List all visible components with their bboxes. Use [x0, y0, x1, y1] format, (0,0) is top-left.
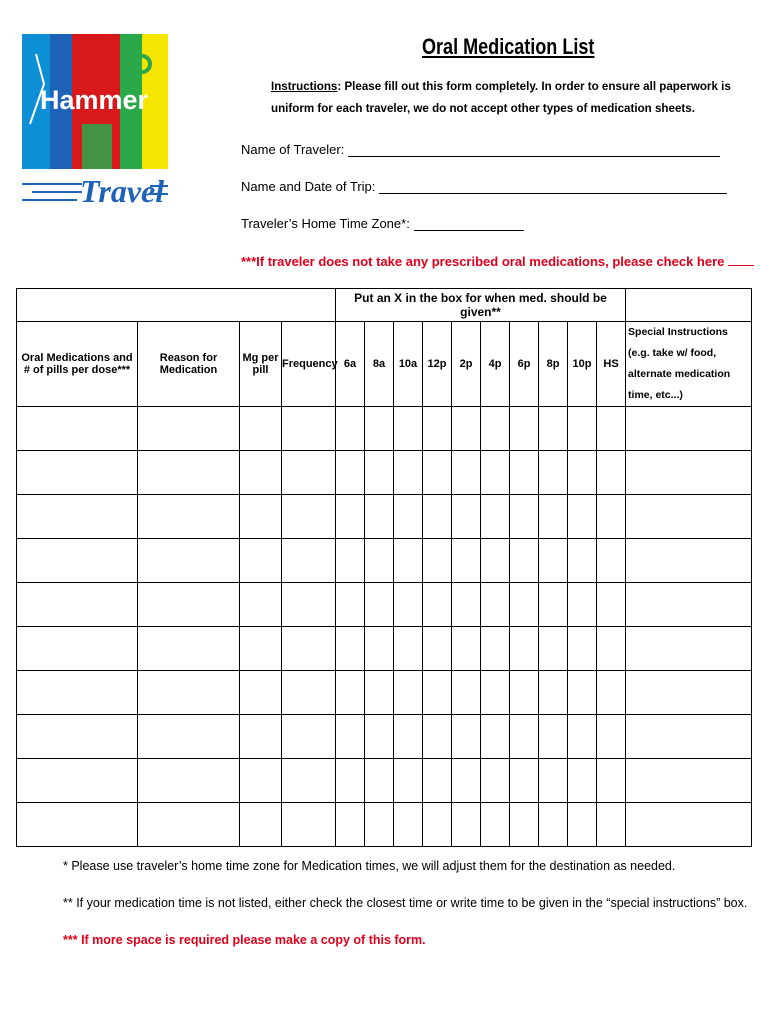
table-cell[interactable] [240, 451, 282, 495]
blank-top-cell [17, 289, 336, 322]
table-cell[interactable] [365, 803, 394, 847]
table-cell[interactable] [138, 759, 240, 803]
table-cell[interactable] [336, 583, 365, 627]
table-cell[interactable] [365, 495, 394, 539]
table-cell[interactable] [365, 451, 394, 495]
table-cell[interactable] [568, 671, 597, 715]
table-cell[interactable] [365, 627, 394, 671]
table-cell[interactable] [394, 539, 423, 583]
table-cell[interactable] [539, 671, 568, 715]
table-cell[interactable] [282, 451, 336, 495]
table-cell[interactable] [138, 583, 240, 627]
table-cell[interactable] [423, 803, 452, 847]
table-cell[interactable] [17, 407, 138, 451]
no-medications-blank[interactable] [728, 253, 754, 266]
no-medications-check[interactable] [241, 253, 754, 269]
table-cell[interactable] [17, 495, 138, 539]
table-cell[interactable] [138, 539, 240, 583]
table-cell[interactable] [282, 583, 336, 627]
table-row [17, 759, 752, 803]
table-cell[interactable] [282, 759, 336, 803]
table-cell[interactable] [423, 759, 452, 803]
table-cell[interactable] [282, 671, 336, 715]
table-cell[interactable] [510, 539, 539, 583]
table-cell[interactable] [336, 495, 365, 539]
table-cell[interactable] [336, 715, 365, 759]
table-cell[interactable] [481, 715, 510, 759]
trip-name-date-line[interactable] [379, 181, 727, 194]
table-cell[interactable] [626, 539, 752, 583]
table-cell[interactable] [282, 627, 336, 671]
table-cell[interactable] [539, 583, 568, 627]
table-cell[interactable] [138, 451, 240, 495]
table-cell[interactable] [138, 627, 240, 671]
col-mg: Mg per pill [240, 322, 282, 407]
table-cell[interactable] [394, 671, 423, 715]
table-cell[interactable] [539, 627, 568, 671]
table-cell[interactable] [597, 583, 626, 627]
table-cell[interactable] [17, 583, 138, 627]
table-cell[interactable] [138, 715, 240, 759]
table-cell[interactable] [365, 407, 394, 451]
table-cell[interactable] [481, 803, 510, 847]
col-reason: Reason for Medication [138, 322, 240, 407]
table-cell[interactable] [282, 495, 336, 539]
table-cell[interactable] [240, 627, 282, 671]
note-more-space: *** If more space is required please make a copy of this form. [63, 933, 426, 947]
col-time-8a: 8a [365, 322, 394, 407]
table-cell[interactable] [394, 715, 423, 759]
note-timezone: * Please use traveler’s home time zone for Medication times, we will adjust them for the destination as needed. [63, 859, 676, 873]
table-cell[interactable] [597, 495, 626, 539]
table-cell[interactable] [510, 803, 539, 847]
col-time-12p: 12p [423, 322, 452, 407]
table-cell[interactable] [510, 407, 539, 451]
table-cell[interactable] [423, 715, 452, 759]
hammer-travel-logo [22, 34, 168, 206]
table-cell[interactable] [282, 715, 336, 759]
table-cell[interactable] [423, 451, 452, 495]
table-cell[interactable] [568, 583, 597, 627]
home-timezone-field[interactable] [241, 216, 524, 231]
table-cell[interactable] [597, 803, 626, 847]
table-cell[interactable] [539, 539, 568, 583]
table-cell[interactable] [626, 495, 752, 539]
logo-top-text: Hammer [40, 85, 149, 115]
table-cell[interactable] [539, 495, 568, 539]
table-cell[interactable] [240, 539, 282, 583]
table-cell[interactable] [568, 715, 597, 759]
table-cell[interactable] [510, 451, 539, 495]
table-cell[interactable] [17, 451, 138, 495]
table-cell[interactable] [510, 671, 539, 715]
table-cell[interactable] [597, 539, 626, 583]
table-cell[interactable] [138, 407, 240, 451]
table-cell[interactable] [452, 715, 481, 759]
home-timezone-line[interactable] [414, 218, 524, 231]
no-medications-text: ***If traveler does not take any prescribed oral medications, please check here [241, 254, 725, 269]
traveler-name-label: Name of Traveler: [241, 142, 345, 157]
table-cell[interactable] [138, 803, 240, 847]
table-cell[interactable] [568, 759, 597, 803]
table-cell[interactable] [510, 759, 539, 803]
col-special-instructions: Special Instructions (e.g. take w/ food, alternate medication time, etc...) [626, 322, 752, 407]
table-cell[interactable] [423, 627, 452, 671]
table-cell[interactable] [539, 407, 568, 451]
page-title: Oral Medication List [422, 34, 595, 59]
table-cell[interactable] [510, 495, 539, 539]
traveler-name-field[interactable] [241, 142, 720, 157]
table-cell[interactable] [597, 627, 626, 671]
table-cell[interactable] [240, 583, 282, 627]
table-cell[interactable] [452, 539, 481, 583]
col-time-10a: 10a [394, 322, 423, 407]
table-cell[interactable] [240, 671, 282, 715]
table-cell[interactable] [568, 539, 597, 583]
traveler-name-line[interactable] [348, 144, 720, 157]
table-cell[interactable] [394, 451, 423, 495]
table-row [17, 583, 752, 627]
table-cell[interactable] [240, 715, 282, 759]
table-cell[interactable] [452, 407, 481, 451]
table-cell[interactable] [423, 671, 452, 715]
table-row [17, 803, 752, 847]
col-medications: Oral Medications and # of pills per dose*** [17, 322, 138, 407]
table-cell[interactable] [481, 407, 510, 451]
table-cell[interactable] [626, 407, 752, 451]
table-cell[interactable] [240, 495, 282, 539]
table-cell[interactable] [510, 715, 539, 759]
table-cell[interactable] [336, 627, 365, 671]
table-cell[interactable] [452, 671, 481, 715]
table-cell[interactable] [365, 759, 394, 803]
col-time-6p: 6p [510, 322, 539, 407]
table-cell[interactable] [481, 671, 510, 715]
table-cell[interactable] [17, 671, 138, 715]
table-row [17, 627, 752, 671]
table-cell[interactable] [626, 583, 752, 627]
medication-rows [17, 407, 752, 847]
medication-table [16, 288, 752, 847]
table-cell[interactable] [481, 627, 510, 671]
table-row [17, 495, 752, 539]
table-cell[interactable] [336, 451, 365, 495]
table-cell[interactable] [336, 539, 365, 583]
note-time-not-listed: ** If your medication time is not listed, either check the closest time or write time to be given in the “special instructions” box. [63, 896, 748, 910]
table-cell[interactable] [452, 803, 481, 847]
col-time-8p: 8p [539, 322, 568, 407]
instructions [271, 76, 751, 120]
table-cell[interactable] [626, 803, 752, 847]
table-cell[interactable] [539, 803, 568, 847]
table-cell[interactable] [481, 759, 510, 803]
table-cell[interactable] [568, 627, 597, 671]
table-cell[interactable] [423, 583, 452, 627]
table-cell[interactable] [539, 759, 568, 803]
trip-name-date-field[interactable] [241, 179, 727, 194]
table-cell[interactable] [138, 495, 240, 539]
table-cell[interactable] [17, 759, 138, 803]
table-row [17, 451, 752, 495]
table-cell[interactable] [626, 715, 752, 759]
table-cell[interactable] [597, 451, 626, 495]
table-cell[interactable] [626, 627, 752, 671]
table-cell[interactable] [481, 451, 510, 495]
table-cell[interactable] [626, 671, 752, 715]
table-cell[interactable] [282, 407, 336, 451]
table-cell[interactable] [452, 495, 481, 539]
blank-top-right-cell [626, 289, 752, 322]
trip-name-date-label: Name and Date of Trip: [241, 179, 376, 194]
table-cell[interactable] [568, 495, 597, 539]
table-cell[interactable] [365, 539, 394, 583]
col-time-10p: 10p [568, 322, 597, 407]
home-timezone-label: Traveler’s Home Time Zone*: [241, 216, 410, 231]
table-cell[interactable] [336, 671, 365, 715]
col-time-hs: HS [597, 322, 626, 407]
table-cell[interactable] [452, 583, 481, 627]
table-cell[interactable] [481, 583, 510, 627]
col-time-2p: 2p [452, 322, 481, 407]
instructions-label: Instructions [271, 80, 338, 93]
table-cell[interactable] [17, 627, 138, 671]
table-cell[interactable] [597, 759, 626, 803]
table-cell[interactable] [568, 451, 597, 495]
time-group-header: Put an X in the box for when med. should be given** [336, 289, 626, 322]
table-cell[interactable] [539, 451, 568, 495]
table-cell[interactable] [423, 407, 452, 451]
table-cell[interactable] [336, 407, 365, 451]
table-cell[interactable] [282, 539, 336, 583]
table-cell[interactable] [394, 495, 423, 539]
table-cell[interactable] [626, 451, 752, 495]
table-cell[interactable] [138, 671, 240, 715]
table-row [17, 407, 752, 451]
table-cell[interactable] [336, 759, 365, 803]
table-cell[interactable] [365, 715, 394, 759]
table-cell[interactable] [365, 583, 394, 627]
instructions-text: : Please fill out this form completely. In order to ensure all paperwork is uniform for each traveler, we do not accept other types of medication sheets. [271, 80, 731, 115]
logo-bottom-text: Travel [80, 173, 165, 206]
table-cell[interactable] [423, 495, 452, 539]
table-cell[interactable] [510, 583, 539, 627]
table-cell[interactable] [597, 671, 626, 715]
table-cell[interactable] [452, 451, 481, 495]
table-cell[interactable] [626, 759, 752, 803]
table-cell[interactable] [452, 627, 481, 671]
table-cell[interactable] [568, 407, 597, 451]
table-cell[interactable] [481, 539, 510, 583]
table-cell[interactable] [568, 803, 597, 847]
table-cell[interactable] [597, 715, 626, 759]
table-cell[interactable] [365, 671, 394, 715]
table-cell[interactable] [510, 627, 539, 671]
table-cell[interactable] [240, 803, 282, 847]
table-cell[interactable] [481, 495, 510, 539]
table-cell[interactable] [394, 583, 423, 627]
table-cell[interactable] [17, 803, 138, 847]
table-cell[interactable] [282, 803, 336, 847]
table-cell[interactable] [597, 407, 626, 451]
table-cell[interactable] [452, 759, 481, 803]
table-cell[interactable] [394, 407, 423, 451]
table-cell[interactable] [394, 627, 423, 671]
table-row [17, 715, 752, 759]
table-cell[interactable] [336, 803, 365, 847]
col-time-4p: 4p [481, 322, 510, 407]
table-cell[interactable] [539, 715, 568, 759]
table-cell[interactable] [240, 759, 282, 803]
table-cell[interactable] [240, 407, 282, 451]
table-cell[interactable] [394, 803, 423, 847]
table-cell[interactable] [394, 759, 423, 803]
table-cell[interactable] [17, 715, 138, 759]
table-row [17, 539, 752, 583]
table-cell[interactable] [423, 539, 452, 583]
table-row [17, 671, 752, 715]
col-time-6a: 6a [336, 322, 365, 407]
table-cell[interactable] [17, 539, 138, 583]
col-frequency: Frequency [282, 322, 336, 407]
